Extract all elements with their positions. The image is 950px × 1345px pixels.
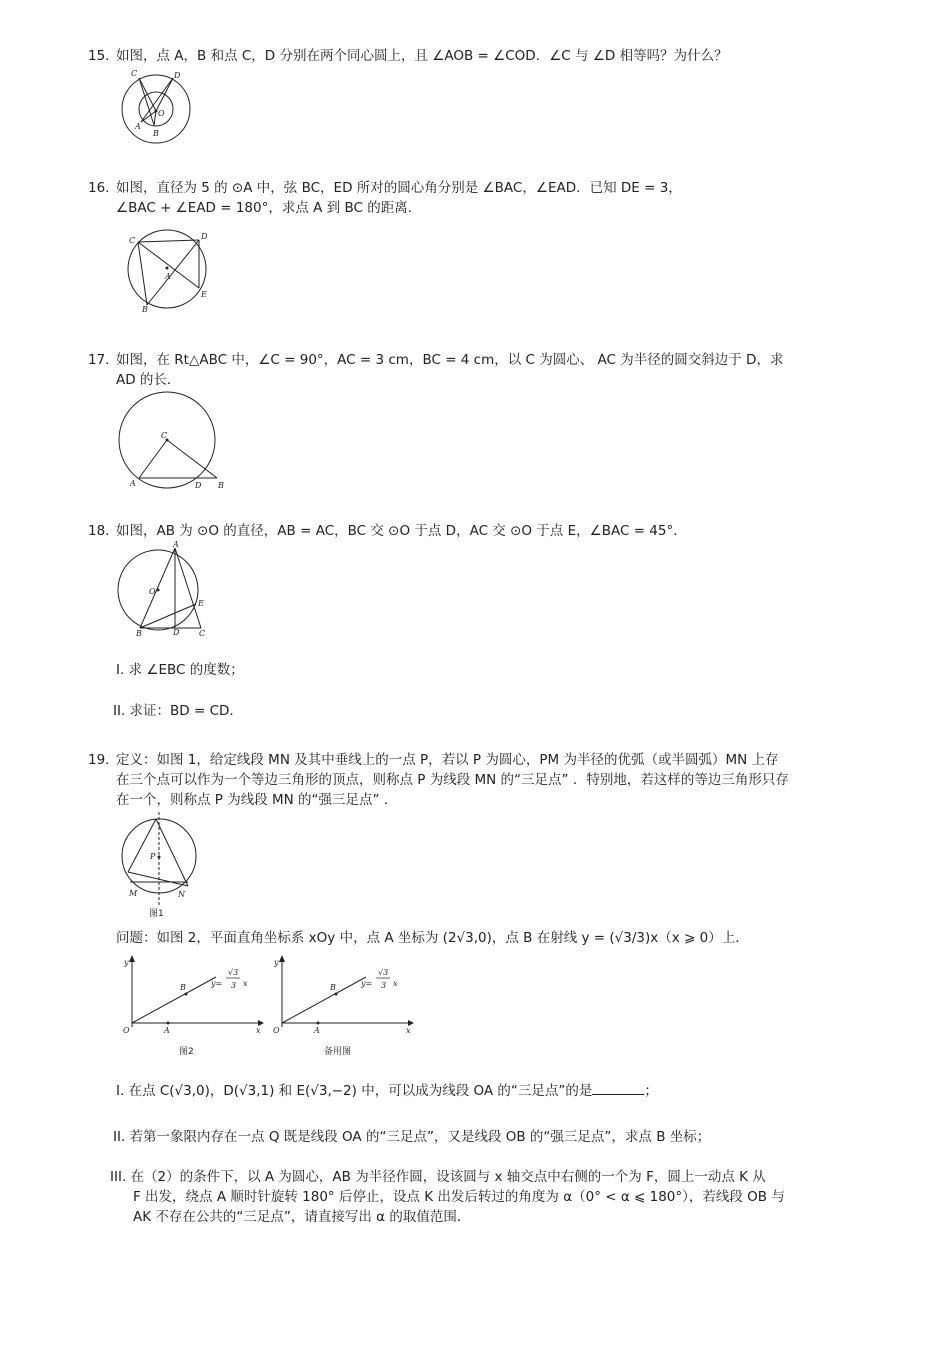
q17-label-d: D [195,481,202,490]
q19-fig3-label-o: O [273,1026,280,1035]
q19-figure1 [118,810,203,920]
q15-number: 15. [88,48,110,64]
q19-sub2: II. 若第一象限内存在一点 Q 既是线段 OA 的“三足点”，又是线段 OB 的“强三足点”，求点 B 坐标； [113,1129,711,1145]
q19-figure2 [118,955,268,1060]
q17-line1: 如图，在 Rt△ABC 中，∠C = 90°，AC = 3 cm，BC = 4 cm，以 C 为圆心、 AC 为半径的圆交斜边于 D，求 [116,352,784,368]
q19-fig3-label-a: A [314,1026,320,1035]
q16-line1: 如图，直径为 5 的 ⊙A 中，弦 BC，ED 所对的圆心角分别是 ∠BAC，∠EAD．已知 DE = 3， [116,180,682,196]
q16-line2: ∠BAC + ∠EAD = 180°，求点 A 到 BC 的距离． [116,200,422,216]
q17-label-a: A [130,479,136,488]
q17-figure [115,390,230,490]
q19-fig3-label-y: y [274,958,279,967]
q18-label-o: O [149,587,156,596]
q19-fig3-eq-x: x [393,979,398,988]
q19-line3: 在一个，则称点 P 为线段 MN 的“强三足点” ． [116,792,398,808]
q19-fig2-eq: y= [211,979,223,988]
q19-fig1-caption: 图1 [149,909,164,919]
q15-text: 如图，点 A，B 和点 C，D 分别在两个同心圆上，且 ∠AOB = ∠COD．∠C 与 ∠D 相等吗？为什么？ [116,48,728,64]
q19-fig3-frac-num: √3 [378,968,389,977]
q19-sub1-end: ； [644,1083,658,1099]
q19-fig2-label-o: O [123,1026,130,1035]
q18-label-b: B [136,629,142,638]
q18-text: 如图，AB 为 ⊙O 的直径，AB = AC，BC 交 ⊙O 于点 D，AC 交 ⊙O 于点 E，∠BAC = 45°． [116,523,687,539]
q19-fig2-frac-num: √3 [228,968,239,977]
q19-number: 19. [88,752,110,768]
q19-fig1-label-p: P [150,852,156,861]
q19-fig2-eq-x: x [243,979,248,988]
q15-label-o: O [158,109,165,118]
q16-figure [122,228,212,318]
q15-label-b: B [153,129,159,138]
q19-fig2-label-a: A [164,1026,170,1035]
q19-sub1-text: I. 在点 C(√3,0)，D(√3,1) 和 E(√3,−2) 中，可以成为线段 OA 的“三足点”的是 [116,1083,593,1099]
q18-label-c: C [199,629,206,638]
q19-fig1-label-m: M [129,889,138,898]
q19-fig2-caption: 图2 [179,1047,194,1057]
q17-number: 17. [88,352,110,368]
q18-label-a: A [173,540,179,549]
q18-sub2: II. 求证：BD = CD． [113,703,243,719]
q19-sub3-line1: III. 在（2）的条件下，以 A 为圆心，AB 为半径作圆，设该圆与 x 轴交点中右侧的一个为 F，圆上一动点 K 从 [110,1169,766,1185]
q17-line2: AD 的长． [116,372,181,388]
q18-number: 18. [88,523,110,539]
q19-fig3-label-b: B [330,983,336,992]
q19-sub1-answer-blank[interactable] [592,1080,644,1095]
q19-fig3-frac-den: 3 [381,981,387,990]
q19-figure3 [268,955,418,1060]
q19-line2: 在三个点可以作为一个等边三角形的顶点，则称点 P 为线段 MN 的“三足点” ．特别地，若这样的等边三角形只存 [116,772,789,788]
q15-label-d: D [174,71,181,80]
q19-sub1 [116,1080,658,1101]
q19-fig2-label-b: B [180,983,186,992]
q18-sub1: I. 求 ∠EBC 的度数； [116,662,244,678]
q19-line1: 定义：如图 1，给定线段 MN 及其中垂线上的一点 P，若以 P 为圆心，PM 为半径的优弧（或半圆弧）MN 上存 [116,752,779,768]
q19-sub3-line3: AK 不存在公共的“三足点”，请直接写出 α 的取值范围． [133,1209,471,1225]
q19-fig3-caption: 备用图 [324,1047,352,1057]
q15-label-c: C [131,69,138,78]
q19-sub3-line2: F 出发，绕点 A 顺时针旋转 180° 后停止，设点 K 出发后转过的角度为 α（0° < α ⩽ 180°），若线段 OB 与 [133,1189,785,1205]
q18-figure [115,538,215,638]
q16-label-b: B [142,305,148,314]
q19-fig2-frac-den: 3 [231,981,237,990]
q16-label-a: A [165,272,171,281]
q17-label-b: B [218,481,224,490]
q16-label-e: E [201,290,207,299]
q19-fig3-eq: y= [361,979,373,988]
q17-label-c: C [161,431,168,440]
q19-fig1-label-n: N [178,890,185,899]
q18-label-d: D [173,628,180,637]
q19-fig3-label-x: x [406,1026,411,1035]
q15-figure [118,68,198,148]
q16-label-d: D [201,232,208,241]
q19-problem: 问题：如图 2，平面直角坐标系 xOy 中，点 A 坐标为 (2√3,0)，点 B 在射线 y = (√3/3)x（x ⩾ 0）上． [116,930,749,946]
q19-fig2-label-y: y [124,958,129,967]
q18-label-e: E [198,599,204,608]
q16-number: 16. [88,180,110,196]
q16-label-c: C [129,236,136,245]
q15-label-a: A [135,122,141,131]
q19-fig2-label-x: x [256,1026,261,1035]
